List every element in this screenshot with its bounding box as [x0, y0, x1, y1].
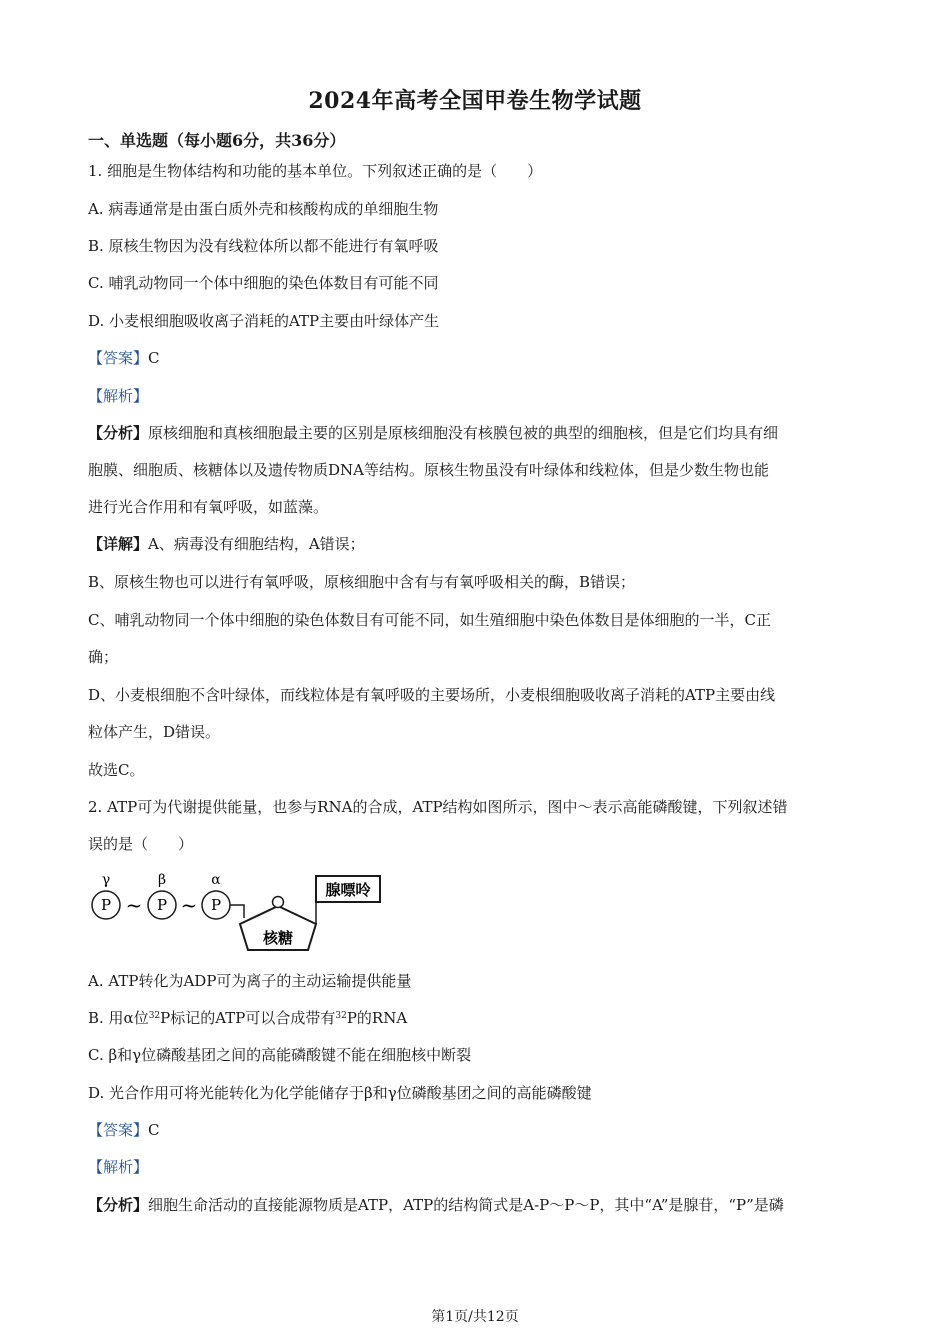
xiangjie-tag: 【详解】 — [88, 535, 149, 553]
phosphate-ribose-bond — [230, 905, 244, 918]
fenxi-tag: 【分析】 — [88, 1196, 149, 1214]
q1-fenxi-line-2: 胞膜、细胞质、核糖体以及遗传物质DNA等结构。原核生物虽没有叶绿体和线粒体，但是少数生物也能 — [88, 461, 769, 479]
gamma-label: γ — [101, 872, 111, 888]
q2-option-c: C. β和γ位磷酸基团之间的高能磷酸键不能在细胞核中断裂 — [88, 1046, 472, 1064]
q1-fenxi-line-3: 进行光合作用和有氧呼吸，如蓝藻。 — [88, 498, 329, 516]
q1-answer — [88, 347, 868, 368]
q2-stem-line-1: 2. ATP可为代谢提供能量，也参与RNA的合成，ATP结构如图所示，图中～表示高能磷酸键，下列叙述错 — [88, 798, 788, 816]
ribose-label: 核糖 — [262, 929, 294, 947]
answer-value: C — [148, 349, 160, 367]
q1-option-a: A. 病毒通常是由蛋白质外壳和核酸构成的单细胞生物 — [88, 200, 439, 218]
q1-option-d: D. 小麦根细胞吸收离子消耗的ATP主要由叶绿体产生 — [88, 312, 440, 330]
analysis-tag: 【解析】 — [88, 387, 149, 405]
q1-xiangjie-c1: C、哺乳动物同一个体中细胞的染色体数目有可能不同，如生殖细胞中染色体数目是体细胞的一半，C正 — [88, 611, 771, 629]
q1-xiangjie-b: B、原核生物也可以进行有氧呼吸，原核细胞中含有与有氧呼吸相关的酶，B错误； — [88, 573, 636, 591]
analysis-tag: 【解析】 — [88, 1158, 149, 1176]
q2-stem-line-2: 误的是（ ） — [88, 835, 194, 853]
q2-fenxi-line-1 — [88, 1194, 868, 1215]
atp-structure-diagram — [88, 870, 388, 954]
q1-xiangjie-d2: 粒体产生，D错误。 — [88, 723, 221, 741]
q1-fenxi-line-1 — [88, 422, 868, 443]
q1-conclusion: 故选C。 — [88, 761, 145, 779]
q1-xiangjie-a — [88, 533, 868, 554]
q1-analysis-tag — [88, 385, 868, 406]
option-b-part-2: P标记的ATP可以合成带有 — [160, 1009, 336, 1027]
answer-tag: 【答案】 — [88, 1121, 149, 1139]
phosphate-gamma-label: P — [100, 896, 112, 914]
q2-answer — [88, 1119, 868, 1140]
high-energy-bond-2: ~ — [180, 893, 198, 917]
q2-option-b — [88, 1007, 868, 1028]
phosphate-alpha-label: P — [210, 896, 222, 914]
q2-option-a: A. ATP转化为ADP可为离子的主动运输提供能量 — [88, 972, 412, 990]
adenine-label: 腺嘌呤 — [325, 881, 371, 899]
phosphate-beta-label: P — [156, 896, 168, 914]
answer-tag: 【答案】 — [88, 349, 149, 367]
q1-option-c: C. 哺乳动物同一个体中细胞的染色体数目有可能不同 — [88, 274, 439, 292]
option-b-part-3: P的RNA — [346, 1009, 408, 1027]
page-title: 2024年高考全国甲卷生物学试题 — [308, 88, 642, 114]
option-b-part-1: B. 用α位 — [88, 1009, 149, 1027]
q1-xiangjie-c2: 确； — [88, 648, 119, 666]
section-heading: 一、单选题（每小题6分，共36分） — [88, 131, 346, 150]
fenxi-tag: 【分析】 — [88, 424, 149, 442]
isotope-superscript-1: 32 — [148, 1011, 161, 1021]
alpha-label: α — [211, 872, 221, 888]
q1-xiangjie-d1: D、小麦根细胞不含叶绿体，而线粒体是有氧呼吸的主要场所，小麦根细胞吸收离子消耗的ATP主要由线 — [88, 686, 776, 704]
ribose-oxygen-atom — [273, 897, 284, 908]
answer-value: C — [148, 1121, 160, 1139]
q2-option-d: D. 光合作用可将光能转化为化学能储存于β和γ位磷酸基团之间的高能磷酸键 — [88, 1084, 592, 1102]
q2-analysis-tag — [88, 1156, 868, 1177]
isotope-superscript-2: 32 — [335, 1011, 347, 1021]
q1-stem: 1. 细胞是生物体结构和功能的基本单位。下列叙述正确的是（ ） — [88, 162, 543, 180]
xiangjie-text: A、病毒没有细胞结构，A错误； — [148, 535, 365, 553]
beta-label: β — [157, 872, 167, 888]
fenxi-text: 细胞生命活动的直接能源物质是ATP，ATP的结构简式是A-P～P～P，其中“A”是腺苷，“P”是磷 — [148, 1196, 784, 1214]
high-energy-bond-1: ~ — [125, 893, 143, 917]
fenxi-text: 原核细胞和真核细胞最主要的区别是原核细胞没有核膜包被的典型的细胞核，但是它们均具有细 — [148, 424, 779, 442]
q1-option-b: B. 原核生物因为没有线粒体所以都不能进行有氧呼吸 — [88, 237, 439, 255]
page-footer: 第1页/共12页 — [431, 1309, 519, 1325]
